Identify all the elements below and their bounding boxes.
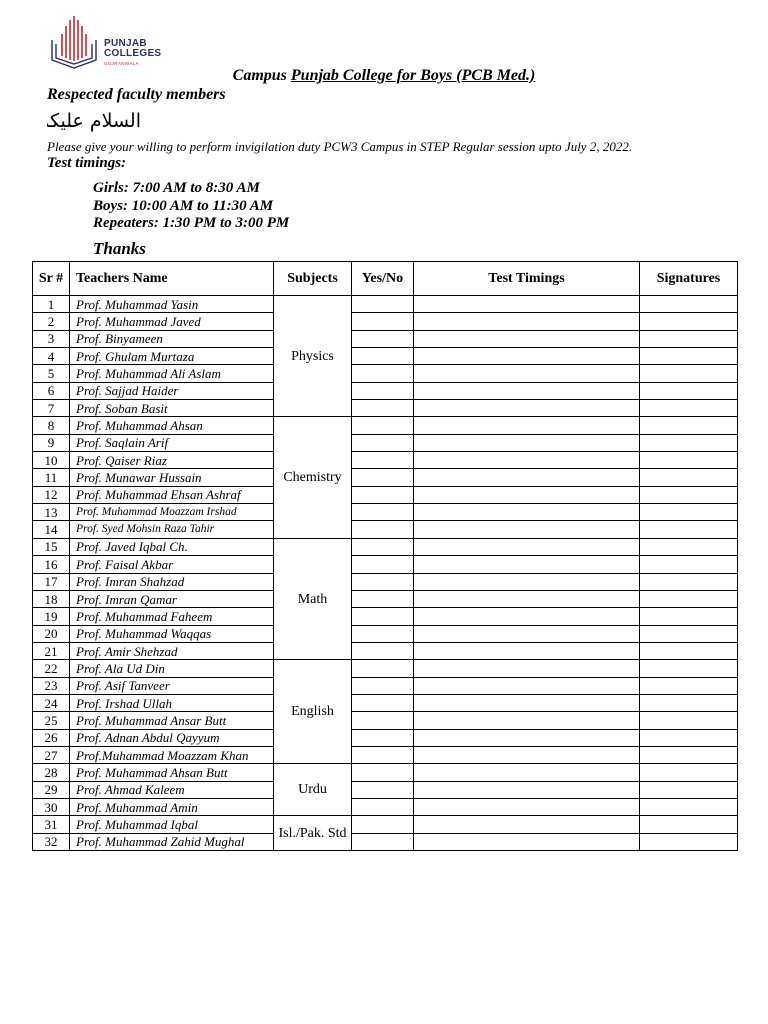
table-row	[33, 486, 738, 503]
page-title	[0, 67, 768, 85]
test-timings-cell[interactable]	[414, 816, 640, 833]
row-teacher-name: Prof. Ghulam Murtaza	[70, 348, 274, 365]
signature-cell[interactable]	[640, 781, 738, 798]
row-sr-number: 26	[33, 729, 70, 746]
signature-cell[interactable]	[640, 677, 738, 694]
row-teacher-name: Prof. Muhammad Faheem	[70, 608, 274, 625]
yes-no-cell[interactable]	[352, 504, 414, 521]
yes-no-cell[interactable]	[352, 590, 414, 607]
table-row	[33, 608, 738, 625]
test-timings-cell[interactable]	[414, 296, 640, 313]
test-timings-cell[interactable]	[414, 330, 640, 347]
yes-no-cell[interactable]	[352, 382, 414, 399]
yes-no-cell[interactable]	[352, 712, 414, 729]
table-row	[33, 521, 738, 538]
test-timings-cell[interactable]	[414, 313, 640, 330]
yes-no-cell[interactable]	[352, 642, 414, 659]
row-sr-number: 14	[33, 521, 70, 538]
row-teacher-name: Prof. Muhammad Ehsan Ashraf	[70, 486, 274, 503]
yes-no-cell[interactable]	[352, 556, 414, 573]
row-teacher-name: Prof. Adnan Abdul Qayyum	[70, 729, 274, 746]
row-teacher-name: Prof. Muhammad Ali Aslam	[70, 365, 274, 382]
signature-cell[interactable]	[640, 556, 738, 573]
test-timings-cell[interactable]	[414, 521, 640, 538]
col-header-sr: Sr #	[33, 262, 70, 296]
row-sr-number: 31	[33, 816, 70, 833]
row-sr-number: 12	[33, 486, 70, 503]
yes-no-cell[interactable]	[352, 816, 414, 833]
row-sr-number: 6	[33, 382, 70, 399]
row-sr-number: 3	[33, 330, 70, 347]
yes-no-cell[interactable]	[352, 521, 414, 538]
table-row	[33, 677, 738, 694]
campus-name: Punjab College for Boys (PCB Med.)	[290, 67, 536, 84]
row-sr-number: 30	[33, 798, 70, 815]
signature-cell[interactable]	[640, 833, 738, 850]
table-row	[33, 694, 738, 711]
yes-no-cell[interactable]	[352, 608, 414, 625]
row-sr-number: 24	[33, 694, 70, 711]
greeting: Respected faculty members	[47, 86, 226, 103]
signature-cell[interactable]	[640, 434, 738, 451]
table-row	[33, 400, 738, 417]
row-sr-number: 29	[33, 781, 70, 798]
salam-signature	[47, 106, 143, 134]
table-row	[33, 729, 738, 746]
invigilation-table	[32, 261, 738, 851]
subject-cell: Isl./Pak. Std	[274, 816, 352, 851]
test-timings-cell[interactable]	[414, 660, 640, 677]
test-timings-cell[interactable]	[414, 833, 640, 850]
logo-text-city: GUJRANWALA	[104, 61, 140, 66]
test-timings-cell[interactable]	[414, 469, 640, 486]
row-teacher-name: Prof. Muhammad Ansar Butt	[70, 712, 274, 729]
signature-cell[interactable]	[640, 504, 738, 521]
signature-cell[interactable]	[640, 816, 738, 833]
test-timings-cell[interactable]	[414, 504, 640, 521]
test-timings-cell[interactable]	[414, 764, 640, 781]
request-text: Please give your willing to perform invigilation duty PCW3 Campus in STEP Regular session upto July 2, 2022.	[47, 139, 633, 154]
table-row	[33, 365, 738, 382]
test-timings-cell[interactable]	[414, 625, 640, 642]
row-teacher-name: Prof. Syed Mohsin Raza Tahir	[70, 521, 274, 538]
row-sr-number: 15	[33, 538, 70, 555]
signature-cell[interactable]	[640, 608, 738, 625]
yes-no-cell[interactable]	[352, 625, 414, 642]
table-row	[33, 625, 738, 642]
table-row	[33, 452, 738, 469]
timing-girls: Girls: 7:00 AM to 8:30 AM	[93, 180, 260, 196]
row-teacher-name: Prof. Muhammad Yasin	[70, 296, 274, 313]
row-teacher-name: Prof. Muhammad Zahid Mughal	[70, 833, 274, 850]
table-row	[33, 434, 738, 451]
yes-no-cell[interactable]	[352, 452, 414, 469]
row-sr-number: 5	[33, 365, 70, 382]
table-row	[33, 746, 738, 763]
test-timings-cell[interactable]	[414, 729, 640, 746]
subject-cell: Math	[274, 538, 352, 659]
row-teacher-name: Prof. Binyameen	[70, 330, 274, 347]
table-row	[33, 504, 738, 521]
row-sr-number: 4	[33, 348, 70, 365]
test-timings-cell[interactable]	[414, 434, 640, 451]
row-sr-number: 22	[33, 660, 70, 677]
row-teacher-name: Prof. Imran Shahzad	[70, 573, 274, 590]
row-sr-number: 21	[33, 642, 70, 659]
table-row	[33, 590, 738, 607]
row-teacher-name: Prof. Ala Ud Din	[70, 660, 274, 677]
signature-cell[interactable]	[640, 538, 738, 555]
title-prefix: Campus	[232, 67, 291, 84]
signature-cell[interactable]	[640, 798, 738, 815]
row-sr-number: 20	[33, 625, 70, 642]
test-timings-cell[interactable]	[414, 694, 640, 711]
subject-cell: English	[274, 660, 352, 764]
yes-no-cell[interactable]	[352, 677, 414, 694]
test-timings-cell[interactable]	[414, 798, 640, 815]
table-body	[33, 296, 738, 851]
signature-cell[interactable]	[640, 313, 738, 330]
col-header-signatures: Signatures	[640, 262, 738, 296]
row-teacher-name: Prof. Ahmad Kaleem	[70, 781, 274, 798]
logo-text-punjab: PUNJAB	[104, 38, 147, 49]
test-timings-cell[interactable]	[414, 400, 640, 417]
table-row	[33, 382, 738, 399]
row-sr-number: 32	[33, 833, 70, 850]
signature-cell[interactable]	[640, 469, 738, 486]
row-teacher-name: Prof. Irshad Ullah	[70, 694, 274, 711]
signature-cell[interactable]	[640, 573, 738, 590]
row-teacher-name: Prof. Munawar Hussain	[70, 469, 274, 486]
table-row	[33, 764, 738, 781]
row-sr-number: 23	[33, 677, 70, 694]
signature-cell[interactable]	[640, 486, 738, 503]
row-teacher-name: Prof. Muhammad Waqqas	[70, 625, 274, 642]
yes-no-cell[interactable]	[352, 781, 414, 798]
col-header-subjects: Subjects	[274, 262, 352, 296]
yes-no-cell[interactable]	[352, 746, 414, 763]
yes-no-cell[interactable]	[352, 348, 414, 365]
row-teacher-name: Prof. Muhammad Moazzam Irshad	[70, 504, 274, 521]
yes-no-cell[interactable]	[352, 660, 414, 677]
signature-cell[interactable]	[640, 694, 738, 711]
table-row	[33, 556, 738, 573]
test-timings-cell[interactable]	[414, 556, 640, 573]
test-timings-cell[interactable]	[414, 781, 640, 798]
yes-no-cell[interactable]	[352, 798, 414, 815]
test-timings-cell[interactable]	[414, 348, 640, 365]
col-header-test-timings: Test Timings	[414, 262, 640, 296]
test-timings-cell[interactable]	[414, 382, 640, 399]
signature-cell[interactable]	[640, 660, 738, 677]
signature-cell[interactable]	[640, 330, 738, 347]
timings-list	[93, 180, 289, 233]
row-teacher-name: Prof. Imran Qamar	[70, 590, 274, 607]
row-sr-number: 28	[33, 764, 70, 781]
row-teacher-name: Prof.Muhammad Moazzam Khan	[70, 746, 274, 763]
yes-no-cell[interactable]	[352, 694, 414, 711]
yes-no-cell[interactable]	[352, 729, 414, 746]
row-sr-number: 11	[33, 469, 70, 486]
test-timings-cell[interactable]	[414, 677, 640, 694]
signature-cell[interactable]	[640, 400, 738, 417]
row-sr-number: 27	[33, 746, 70, 763]
signature-cell[interactable]	[640, 712, 738, 729]
row-teacher-name: Prof. Faisal Akbar	[70, 556, 274, 573]
test-timings-cell[interactable]	[414, 590, 640, 607]
row-sr-number: 9	[33, 434, 70, 451]
yes-no-cell[interactable]	[352, 313, 414, 330]
col-header-teacher-name: Teachers Name	[70, 262, 274, 296]
table-row	[33, 798, 738, 815]
test-timings-cell[interactable]	[414, 642, 640, 659]
subject-cell: Physics	[274, 296, 352, 417]
row-teacher-name: Prof. Muhammad Iqbal	[70, 816, 274, 833]
test-timings-cell[interactable]	[414, 573, 640, 590]
table-row	[33, 781, 738, 798]
test-timings-cell[interactable]	[414, 608, 640, 625]
yes-no-cell[interactable]	[352, 764, 414, 781]
table-header-row	[33, 262, 738, 296]
row-sr-number: 16	[33, 556, 70, 573]
test-timings-cell[interactable]	[414, 452, 640, 469]
row-sr-number: 17	[33, 573, 70, 590]
test-timings-cell[interactable]	[414, 486, 640, 503]
signature-cell[interactable]	[640, 642, 738, 659]
row-sr-number: 10	[33, 452, 70, 469]
yes-no-cell[interactable]	[352, 434, 414, 451]
test-timings-heading: Test timings:	[47, 155, 127, 171]
table-row	[33, 833, 738, 850]
subject-cell: Urdu	[274, 764, 352, 816]
test-timings-cell[interactable]	[414, 417, 640, 434]
signature-cell[interactable]	[640, 348, 738, 365]
table-row	[33, 660, 738, 677]
yes-no-cell[interactable]	[352, 400, 414, 417]
col-header-yes-no: Yes/No	[352, 262, 414, 296]
signature-cell[interactable]	[640, 452, 738, 469]
row-teacher-name: Prof. Muhammad Javed	[70, 313, 274, 330]
logo-text-colleges: COLLEGES	[104, 48, 162, 59]
signature-cell[interactable]	[640, 590, 738, 607]
yes-no-cell[interactable]	[352, 365, 414, 382]
row-teacher-name: Prof. Qaiser Riaz	[70, 452, 274, 469]
yes-no-cell[interactable]	[352, 417, 414, 434]
row-sr-number: 1	[33, 296, 70, 313]
yes-no-cell[interactable]	[352, 296, 414, 313]
table-row	[33, 330, 738, 347]
timing-repeaters: Repeaters: 1:30 PM to 3:00 PM	[93, 215, 290, 231]
row-teacher-name: Prof. Sajjad Haider	[70, 382, 274, 399]
table-row	[33, 573, 738, 590]
yes-no-cell[interactable]	[352, 469, 414, 486]
row-teacher-name: Prof. Saqlain Arif	[70, 434, 274, 451]
test-timings-cell[interactable]	[414, 746, 640, 763]
signature-cell[interactable]	[640, 764, 738, 781]
signature-cell[interactable]	[640, 729, 738, 746]
signature-cell[interactable]	[640, 296, 738, 313]
signature-cell[interactable]	[640, 417, 738, 434]
table-row	[33, 816, 738, 833]
row-teacher-name: Prof. Muhammad Ahsan	[70, 417, 274, 434]
signature-cell[interactable]	[640, 365, 738, 382]
table-row	[33, 538, 738, 555]
row-teacher-name: Prof. Asif Tanveer	[70, 677, 274, 694]
yes-no-cell[interactable]	[352, 573, 414, 590]
yes-no-cell[interactable]	[352, 486, 414, 503]
salam-text: السلام علیکم	[47, 110, 141, 132]
test-timings-cell[interactable]	[414, 365, 640, 382]
row-sr-number: 18	[33, 590, 70, 607]
row-teacher-name: Prof. Amir Shehzad	[70, 642, 274, 659]
row-sr-number: 19	[33, 608, 70, 625]
logo-mark-icon	[48, 14, 100, 70]
row-sr-number: 25	[33, 712, 70, 729]
table-row	[33, 296, 738, 313]
row-teacher-name: Prof. Muhammad Amin	[70, 798, 274, 815]
row-sr-number: 7	[33, 400, 70, 417]
signature-cell[interactable]	[640, 746, 738, 763]
table-row	[33, 313, 738, 330]
table-row	[33, 642, 738, 659]
row-teacher-name: Prof. Soban Basit	[70, 400, 274, 417]
signature-cell[interactable]	[640, 382, 738, 399]
timing-boys: Boys: 10:00 AM to 11:30 AM	[93, 197, 274, 214]
signature-cell[interactable]	[640, 521, 738, 538]
row-teacher-name: Prof. Javed Iqbal Ch.	[70, 538, 274, 555]
row-sr-number: 8	[33, 417, 70, 434]
row-sr-number: 13	[33, 504, 70, 521]
punjab-colleges-logo	[48, 14, 168, 70]
test-timings-cell[interactable]	[414, 538, 640, 555]
table-row	[33, 348, 738, 365]
yes-no-cell[interactable]	[352, 833, 414, 850]
row-sr-number: 2	[33, 313, 70, 330]
thanks-text: Thanks	[93, 239, 146, 258]
test-timings-cell[interactable]	[414, 712, 640, 729]
yes-no-cell[interactable]	[352, 330, 414, 347]
yes-no-cell[interactable]	[352, 538, 414, 555]
row-teacher-name: Prof. Muhammad Ahsan Butt	[70, 764, 274, 781]
table-row	[33, 417, 738, 434]
subject-cell: Chemistry	[274, 417, 352, 538]
table-row	[33, 469, 738, 486]
table-row	[33, 712, 738, 729]
signature-cell[interactable]	[640, 625, 738, 642]
